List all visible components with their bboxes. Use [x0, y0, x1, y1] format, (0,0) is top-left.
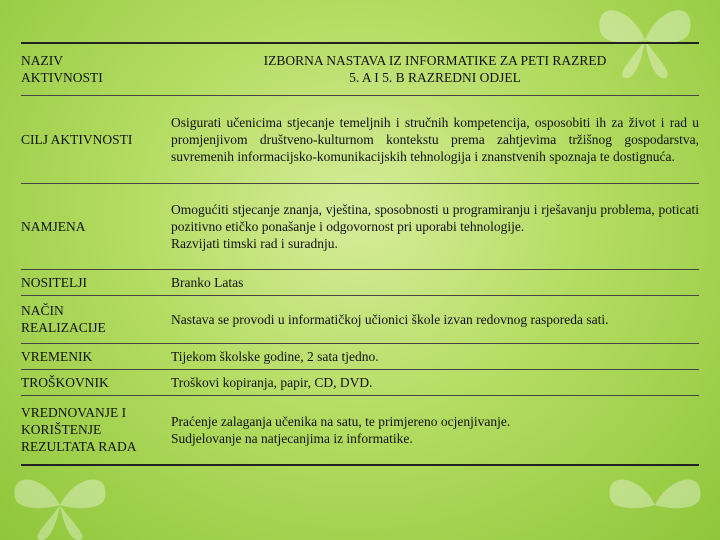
row-nositelji — [21, 269, 699, 295]
row-vrednovanje — [21, 395, 699, 465]
label-vrednovanje: VREDNOVANJE I KORIŠTENJE REZULTATA RADA — [21, 395, 171, 465]
label-nositelji: NOSITELJI — [21, 269, 171, 295]
row-cilj — [21, 95, 699, 183]
activity-table — [21, 42, 699, 466]
label-cilj: CILJ AKTIVNOSTI — [21, 95, 171, 183]
butterfly-decoration-icon — [600, 470, 710, 540]
page-title: IZBORNA NASTAVA IZ INFORMATIKE ZA PETI RAZRED 5. A I 5. B RAZREDNI ODJEL — [171, 43, 699, 95]
value-cilj: Osigurati učenicima stjecanje temeljnih i stručnih kompetencija, osposobiti ih za život i rad u promjenjivom društveno-kulturnom kontekstu prema zahtjevima tržišnog gospodarstva, suvremenih informacijsko-komunikacijskih tehnologija i znanstvenih spoznaja te dostignuća. — [171, 95, 699, 183]
label-vremenik: VREMENIK — [21, 343, 171, 369]
row-naziv — [21, 43, 699, 95]
value-vrednovanje: Praćenje zalaganja učenika na satu, te primjereno ocjenjivanje. Sudjelovanje na natjecanjima iz informatike. — [171, 395, 699, 465]
row-nacin — [21, 295, 699, 343]
row-namjena — [21, 183, 699, 269]
value-nacin: Nastava se provodi u informatičkoj učionici škole izvan redovnog rasporeda sati. — [171, 295, 699, 343]
label-troskovnik: TROŠKOVNIK — [21, 369, 171, 395]
butterfly-decoration-icon — [0, 470, 120, 540]
value-namjena: Omogućiti stjecanje znanja, vještina, sposobnosti u programiranju i rješavanju problema, poticati pozitivno etičko ponašanje i odgovornost pri uporabi tehnologije. Razvijati timski rad i suradnju. — [171, 183, 699, 269]
label-nacin: NAČIN REALIZACIJE — [21, 295, 171, 343]
value-nositelji: Branko Latas — [171, 269, 699, 295]
label-naziv: NAZIV AKTIVNOSTI — [21, 43, 171, 95]
value-troskovnik: Troškovi kopiranja, papir, CD, DVD. — [171, 369, 699, 395]
value-vremenik: Tijekom školske godine, 2 sata tjedno. — [171, 343, 699, 369]
label-namjena: NAMJENA — [21, 183, 171, 269]
row-vremenik — [21, 343, 699, 369]
row-troskovnik — [21, 369, 699, 395]
